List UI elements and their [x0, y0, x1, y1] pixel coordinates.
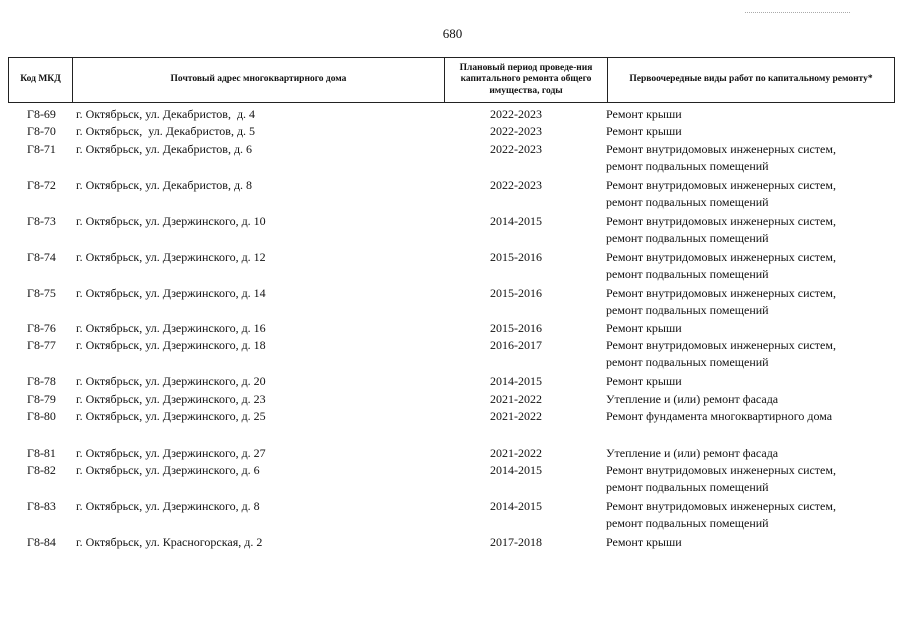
row-work-line: Ремонт внутридомовых инженерных систем,	[606, 142, 836, 156]
row-work-line: Ремонт крыши	[606, 321, 682, 335]
row-work-line: ремонт подвальных помещений	[606, 231, 769, 245]
row-period: 2022-2023	[490, 107, 542, 121]
row-works	[606, 123, 896, 140]
row-works	[606, 249, 896, 283]
row-address: г. Октябрьск, ул. Дзержинского, д. 10	[76, 214, 266, 228]
row-code: Г8-69	[27, 107, 56, 121]
row-code: Г8-82	[27, 463, 56, 477]
row-period: 2022-2023	[490, 124, 542, 138]
row-code: Г8-71	[27, 142, 56, 156]
row-period: 2014-2015	[490, 463, 542, 477]
row-period: 2021-2022	[490, 446, 542, 460]
row-address: г. Октябрьск, ул. Декабристов, д. 8	[76, 178, 253, 192]
row-work-line: ремонт подвальных помещений	[606, 480, 769, 494]
row-works	[606, 462, 896, 496]
row-work-line: ремонт подвальных помещений	[606, 267, 769, 281]
row-address: г. Октябрьск, ул. Декабристов, д. 5	[76, 124, 256, 138]
row-address: г. Октябрьск, ул. Дзержинского, д. 23	[76, 392, 266, 406]
row-works	[606, 106, 896, 123]
row-work-line: Ремонт крыши	[606, 124, 682, 138]
row-code: Г8-72	[27, 178, 56, 192]
row-address: г. Октябрьск, ул. Дзержинского, д. 16	[76, 321, 266, 335]
row-period: 2016-2017	[490, 338, 542, 352]
row-period: 2021-2022	[490, 392, 542, 406]
row-works	[606, 320, 896, 337]
row-work-line: Ремонт внутридомовых инженерных систем,	[606, 214, 836, 228]
row-work-line: Ремонт внутридомовых инженерных систем,	[606, 178, 836, 192]
row-work-line: Ремонт внутридомовых инженерных систем,	[606, 338, 836, 352]
row-code: Г8-83	[27, 499, 56, 513]
row-work-line: Ремонт крыши	[606, 374, 682, 388]
row-works	[606, 177, 896, 211]
row-work-line: Ремонт крыши	[606, 107, 682, 121]
row-address: г. Октябрьск, ул. Дзержинского, д. 18	[76, 338, 266, 352]
row-works	[606, 337, 896, 371]
row-work-line: ремонт подвальных помещений	[606, 159, 769, 173]
row-code: Г8-84	[27, 535, 56, 549]
row-works	[606, 141, 896, 175]
row-address: г. Октябрьск, ул. Дзержинского, д. 27	[76, 446, 266, 460]
table-header	[8, 57, 895, 103]
row-code: Г8-80	[27, 409, 56, 423]
row-work-line: ремонт подвальных помещений	[606, 195, 769, 209]
scan-artifact	[745, 12, 850, 13]
row-address: г. Октябрьск, ул. Дзержинского, д. 8	[76, 499, 260, 513]
header-address: Почтовый адрес многоквартирного дома	[73, 58, 445, 102]
row-works	[606, 285, 896, 319]
row-work-line: Ремонт внутридомовых инженерных систем,	[606, 463, 836, 477]
row-address: г. Октябрьск, ул. Дзержинского, д. 25	[76, 409, 266, 423]
row-period: 2014-2015	[490, 374, 542, 388]
row-period: 2022-2023	[490, 178, 542, 192]
row-works	[606, 391, 896, 408]
row-work-line: Ремонт крыши	[606, 535, 682, 549]
row-code: Г8-70	[27, 124, 56, 138]
row-code: Г8-75	[27, 286, 56, 300]
row-work-line: Утепление и (или) ремонт фасада	[606, 392, 779, 406]
row-work-line: ремонт подвальных помещений	[606, 355, 769, 369]
row-address: г. Октябрьск, ул. Дзержинского, д. 12	[76, 250, 266, 264]
row-work-line: Ремонт внутридомовых инженерных систем,	[606, 250, 836, 264]
row-code: Г8-79	[27, 392, 56, 406]
row-address: г. Октябрьск, ул. Декабристов, д. 6	[76, 142, 253, 156]
page-number: 680	[442, 26, 463, 41]
row-address: г. Октябрьск, ул. Дзержинского, д. 14	[76, 286, 266, 300]
row-code: Г8-76	[27, 321, 56, 335]
row-code: Г8-73	[27, 214, 56, 228]
row-works	[606, 373, 896, 390]
row-address: г. Октябрьск, ул. Декабристов, д. 4	[76, 107, 256, 121]
row-work-line: Ремонт фундамента многоквартирного дома	[606, 409, 833, 423]
row-code: Г8-78	[27, 374, 56, 388]
row-period: 2021-2022	[490, 409, 542, 423]
row-period: 2015-2016	[490, 321, 542, 335]
row-address: г. Октябрьск, ул. Дзержинского, д. 20	[76, 374, 266, 388]
row-works	[606, 498, 896, 532]
row-period: 2014-2015	[490, 214, 542, 228]
row-works	[606, 213, 896, 247]
row-code: Г8-74	[27, 250, 56, 264]
header-code: Код МКД	[9, 58, 73, 102]
row-works	[606, 445, 896, 462]
row-work-line: ремонт подвальных помещений	[606, 516, 769, 530]
row-period: 2017-2018	[490, 535, 542, 549]
row-work-line: ремонт подвальных помещений	[606, 303, 769, 317]
row-period: 2015-2016	[490, 250, 542, 264]
row-period: 2015-2016	[490, 286, 542, 300]
row-code: Г8-81	[27, 446, 56, 460]
row-work-line: Ремонт внутридомовых инженерных систем,	[606, 499, 836, 513]
row-address: г. Октябрьск, ул. Дзержинского, д. 6	[76, 463, 260, 477]
row-code: Г8-77	[27, 338, 56, 352]
header-works: Первоочередные виды работ по капитальному ремонту*	[629, 74, 873, 85]
row-period: 2022-2023	[490, 142, 542, 156]
row-period: 2014-2015	[490, 499, 542, 513]
row-works	[606, 534, 896, 551]
row-work-line: Утепление и (или) ремонт фасада	[606, 446, 779, 460]
row-works	[606, 408, 896, 425]
header-period: Плановый период проведе-ния капитального ремонта общего имущества, годы	[445, 58, 608, 102]
row-address: г. Октябрьск, ул. Красногорская, д. 2	[76, 535, 263, 549]
row-work-line: Ремонт внутридомовых инженерных систем,	[606, 286, 836, 300]
